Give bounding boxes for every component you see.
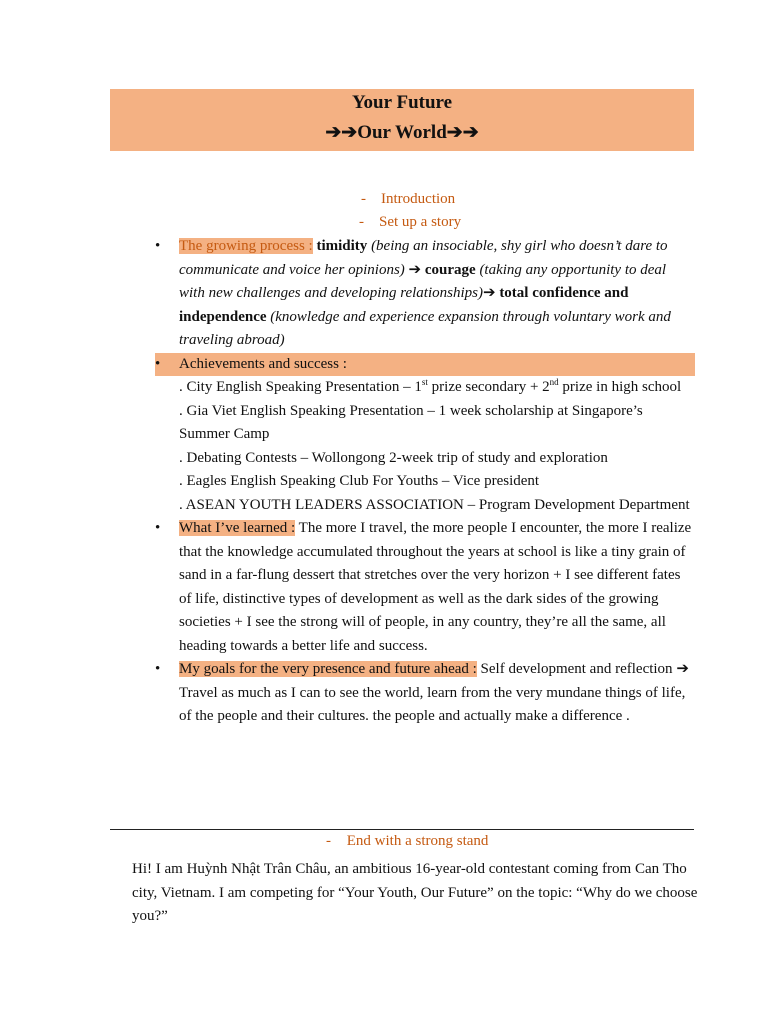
arrow-right-icon: ➔➔ (446, 122, 479, 143)
bullet-label-row (155, 353, 695, 377)
bullet-icon: • (155, 355, 161, 372)
intro-paragraph: Hi! I am Huỳnh Nhật Trân Châu, an ambitious 16-year-old contestant coming from Can Tho city, Vietnam. I am competing for “Your Youth, Our Future” on the topic: “Why do we choose you?” (132, 861, 698, 924)
achievement-text: prize secondary + 2 (427, 379, 550, 395)
bullet-growing-process (155, 235, 695, 353)
title-line-2-text: Our World (357, 122, 447, 143)
stage-courage-desc: (taking any opportunity to deal with new challenges and developing relationships) (179, 261, 667, 301)
bullet-text: The more I travel, the more people I encounter, the more I realize that the knowledge accumulated throughout the years at school is like a tiny grain of sand in a far-flung dessert that stretches over the very horizon + I see different fates of life, distinctive types of development as well as the dark sides of the growing societies + I see the strong will of people, in any country, they’re all the same, all heading towards a better life and success. (179, 520, 692, 654)
bullet-icon: • (155, 520, 161, 536)
stage-courage: courage (424, 261, 476, 278)
outline-item-end (326, 830, 488, 853)
arrow-right-icon: ➔ (676, 661, 689, 677)
bullet-achievements (155, 353, 695, 518)
title-line-1: Your Future (351, 92, 453, 113)
bullet-label: My goals for the very presence and future ahead : (179, 661, 477, 677)
bullet-goals (155, 658, 695, 729)
arrow-right-icon: ➔ (482, 285, 496, 301)
bullet-text: Travel as much as I can to see the world, learn from the very mundane things of life, of the people and their cultures. the people and actually make a difference . (179, 684, 686, 724)
bullet-icon: • (155, 238, 161, 254)
achievement-item: . ASEAN YOUTH LEADERS ASSOCIATION – Program Development Department (179, 496, 690, 513)
achievement-item: . Eagles English Speaking Club For Youths – Vice president (179, 473, 540, 489)
title-banner (110, 89, 694, 151)
bullet-learned (155, 517, 695, 658)
stage-timidity: timidity (316, 238, 368, 254)
bullet-label: What I’ve learned : (179, 520, 296, 536)
achievement-item: . Gia Viet English Speaking Presentation – 1 week scholarship at Singapore’s Summer Camp (179, 402, 643, 442)
bullet-text: Self development and reflection (476, 661, 677, 677)
bullet-label: The growing process : (179, 238, 313, 254)
outline-item-label: End with a strong stand (346, 833, 489, 849)
stage-timidity-desc: (being an insociable, shy girl who doesn’t dare to communicate and voice her opinions) (179, 238, 668, 278)
achievement-text: prize in high school (558, 379, 682, 395)
achievement-item (179, 376, 695, 400)
achievement-text: . City English Speaking Presentation – 1 (179, 379, 422, 395)
stage-confidence: total confidence and independence (179, 285, 629, 325)
arrow-right-icon: ➔➔ (325, 122, 358, 143)
dash-marker: - (326, 833, 331, 849)
stage-confidence-desc: (knowledge and experience expansion through voluntary work and traveling abroad) (179, 308, 671, 348)
dash-marker: - (359, 214, 364, 230)
bullet-list (155, 235, 695, 729)
bullet-label: Achievements and success : (179, 355, 347, 372)
dash-marker: - (361, 191, 366, 207)
arrow-right-icon: ➔ (408, 261, 422, 278)
ordinal-suffix: nd (549, 377, 559, 387)
bullet-icon: • (155, 661, 161, 677)
outline-item-label: Set up a story (379, 214, 462, 230)
achievement-item: . Debating Contests – Wollongong 2-week trip of study and exploration (179, 449, 608, 466)
title-line-2 (110, 121, 694, 144)
ordinal-suffix: st (421, 377, 428, 387)
outline-item-label: Introduction (381, 191, 456, 207)
